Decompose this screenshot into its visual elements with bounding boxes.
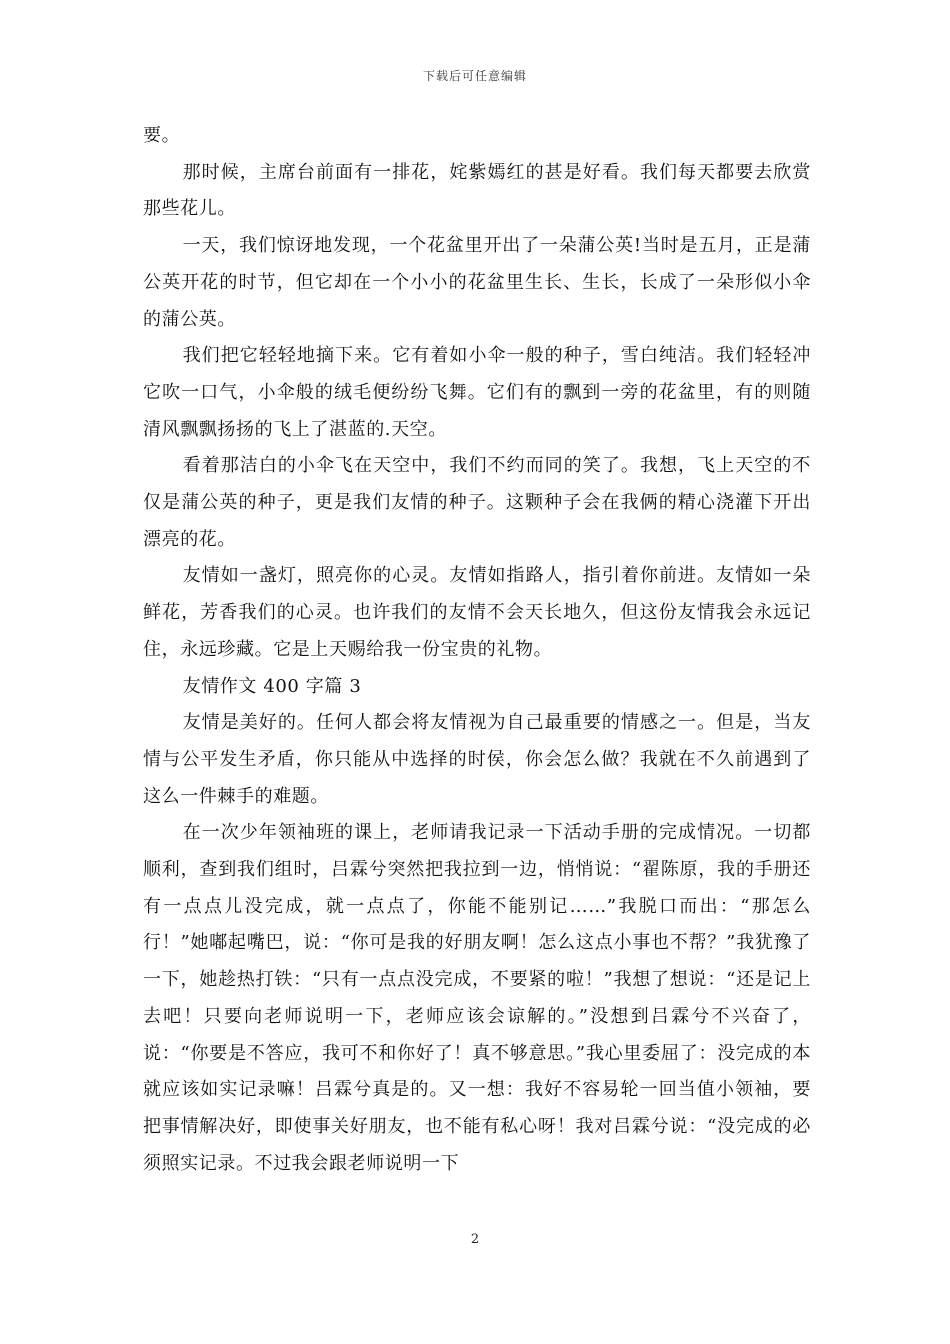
document-body xyxy=(143,118,811,1182)
section-heading: 友情作文 400 字篇 3 xyxy=(182,675,362,697)
paragraph: 友情是美好的。任何人都会将友情视为自己最重要的情感之一。但是，当友情与公平发生矛盾，你只能从中选择的时侯，你会怎么做？我就在不久前遇到了这么一件棘手的难题。 xyxy=(143,712,811,807)
paragraph: 那时候，主席台前面有一排花，姹紫嫣红的甚是好看。我们每天都要去欣赏那些花儿。 xyxy=(143,161,811,220)
paragraph: 友情如一盏灯，照亮你的心灵。友情如指路人，指引着你前进。友情如一朵鲜花，芳香我们的心灵。也许我们的友情不会天长地久，但这份友情我会永远记住，永远珍藏。它是上天赐给我一份宝贵的礼物。 xyxy=(143,565,811,660)
paragraph: 我们把它轻轻地摘下来。它有着如小伞一般的种子，雪白纯洁。我们轻轻冲它吹一口气，小伞般的绒毛便纷纷飞舞。它们有的飘到一旁的花盆里，有的则随清风飘飘扬扬的飞上了湛蓝的.天空。 xyxy=(143,345,811,440)
paragraph: 看着那洁白的小伞飞在天空中，我们不约而同的笑了。我想，飞上天空的不仅是蒲公英的种子，更是我们友情的种子。这颗种子会在我俩的精心浇灌下开出漂亮的花。 xyxy=(143,455,811,550)
paragraph: 要。 xyxy=(143,125,181,146)
page-number: 2 xyxy=(470,1232,480,1247)
page-header: 下载后可任意编辑 xyxy=(422,69,527,83)
paragraph: 在一次少年领袖班的课上，老师请我记录一下活动手册的完成情况。一切都顺利，查到我们组时，吕霖兮突然把我拉到一边，悄悄说：“翟陈原，我的手册还有一点点儿没完成，就一点点了，你能不能别记……”我脱口而出：“那怎么行！”她嘟起嘴巴，说：“你可是我的好朋友啊！怎么这点小事也不帮？”我犹豫了一下，她趁热打铁：“只有一点点没完成，不要紧的啦！”我想了想说：“还是记上去吧！只要向老师说明一下，老师应该会谅解的。”没想到吕霖兮不兴奋了，说：“你要是不答应，我可不和你好了！真不够意思。”我心里委屈了：没完成的本就应该如实记录嘛！吕霖兮真是的。又一想：我好不容易轮一回当值小领袖，要把事情解决好，即使事关好朋友，也不能有私心呀！我对吕霖兮说：“没完成的必须照实记录。不过我会跟老师说明一下 xyxy=(143,822,811,1174)
paragraph: 一天，我们惊讶地发现，一个花盆里开出了一朵蒲公英!当时是五月，正是蒲公英开花的时节，但它却在一个小小的花盆里生长、生长，长成了一朵形似小伞的蒲公英。 xyxy=(143,235,811,330)
